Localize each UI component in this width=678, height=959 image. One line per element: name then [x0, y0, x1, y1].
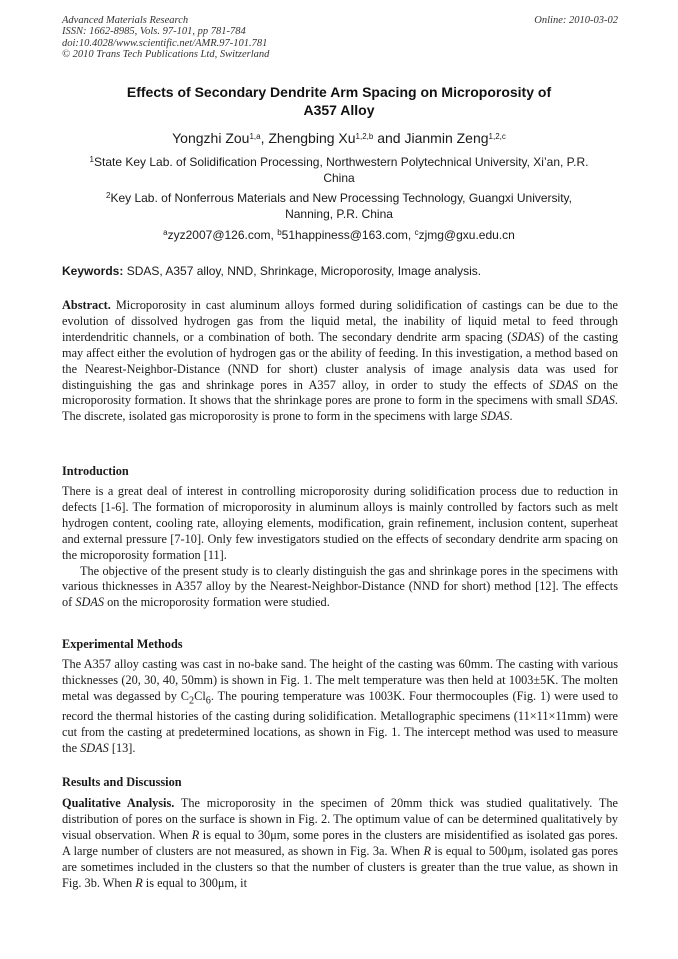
variable-r: R — [135, 875, 143, 890]
paragraph-text: is equal to 30μm, some pores in the clusters are misidentified as isolated gas pores. A large number of clusters are not measured, as shown in Fig. 3a. When — [62, 827, 618, 858]
email-link[interactable]: zjmg@gxu.edu.cn — [418, 228, 515, 242]
section-heading-introduction: Introduction — [62, 464, 129, 478]
abstract-text: . — [509, 409, 513, 424]
subsection-lead: Qualitative Analysis. — [62, 796, 175, 810]
affiliation-text: State Key Lab. of Solidification Processing, Northwestern Polytechnical University, Xi’an, P.R. — [93, 155, 589, 169]
author-affiliation-mark: 1,2,b — [355, 132, 374, 141]
paragraph-text: Cl — [194, 688, 206, 703]
email-list: $^a$zyz2007@126.com, $^b$51happiness@163.com, $^c$zjmg@gxu.edu.cn — [163, 228, 515, 242]
paragraph-text: The microporosity in the specimen of 20mm thick was studied qualitatively. The distribution of pores on the surface is shown in Fig. 2. The optimum value of can be determined qualitatively by visual observation. When — [62, 796, 619, 842]
author-list — [60, 129, 618, 147]
variable-r: R — [423, 843, 431, 858]
paragraph-text: [13]. — [108, 740, 136, 755]
abstract-text: . The discrete, isolated gas microporosity is prone to form in the specimens with large — [62, 393, 618, 424]
keywords-text: SDAS, A357 alloy, NND, Shrinkage, Microporosity, Image analysis. — [123, 264, 482, 278]
author-separator: , — [260, 130, 269, 146]
introduction-body — [62, 484, 618, 611]
paper-title — [60, 83, 618, 119]
paragraph-term: SDAS — [75, 595, 105, 610]
keywords — [62, 263, 618, 279]
keywords-label: Keywords: — [62, 264, 124, 278]
email-link[interactable]: 51happiness@163.com — [281, 228, 408, 242]
abstract — [62, 298, 618, 425]
author-name: Zhengbing Xu — [268, 130, 356, 146]
experimental-body — [62, 657, 618, 757]
paragraph-text: The objective of the present study is to clearly distinguish the gas and shrinkage pores in the specimens with various thicknesses in A357 alloy by the Nearest-Neighbor-Distance (NND for short) method [12]. The effects of — [62, 563, 618, 610]
affiliation-mark: 2 — [105, 191, 111, 200]
journal-copyright: © 2010 Trans Tech Publications Ltd, Switzerland — [62, 48, 270, 60]
abstract-term: SDAS — [586, 393, 615, 408]
abstract-text: Microporosity in cast aluminum alloys formed during solidification of castings can be due to the evolution of dissolved hydrogen gas from the liquid metal, the inability of liquid metal to feed through interdendritic channels, or a combination of both. The secondary dendrite arm spacing ( — [62, 298, 618, 344]
journal-name: Advanced Materials Research — [62, 15, 189, 26]
affiliation-mark: 1 — [89, 155, 94, 164]
email-mark: b — [277, 228, 282, 237]
affiliation-2 — [68, 190, 610, 222]
author-name: Yongzhi Zou — [172, 130, 250, 146]
paragraph: There is a great deal of interest in controlling microporosity during solidification process due to reduction in defects [1-6]. The formation of microporosity in aluminum alloys is mainly controlled by factors such as melt hydrogen content, cooling rate, alloying elements, modification, grain refinement, inclusion content, superheat and external pressure [7-10]. Only few investigators studied on the effects of secondary dendrite arm spacing on the microporosity formation [11]. — [62, 484, 618, 562]
paragraph-text: . The pouring temperature was 1003K. Four thermocouples (Fig. 1) were used to record the thermal histories of the casting during solidification. Metallographic specimens (11×11×11mm) were cut from the casting at predetermined locations, as shown in Fig. 1. The intercept method was used to measure the — [62, 688, 618, 755]
results-body — [62, 796, 618, 891]
journal-header — [62, 15, 618, 60]
paragraph-text: The A357 alloy casting was cast in no-bake sand. The height of the casting was 60mm. The casting with various thicknesses (20, 30, 40, 50mm) is shown in Fig. 1. The melt temperature was then held at 1003±5K. The molten metal was degassed by C — [62, 657, 618, 703]
section-heading-results: Results and Discussion — [62, 775, 182, 789]
abstract-text: on the microporosity formation. It shows that the shrinkage pores are prone to form in the specimens with small — [62, 377, 618, 408]
variable-r: R — [191, 827, 200, 842]
subscript: 6 — [205, 695, 211, 707]
affiliation-text: Nanning, P.R. China — [285, 207, 393, 221]
subscript: 2 — [189, 695, 195, 707]
paragraph-text: on the microporosity formation were studied. — [104, 595, 330, 610]
paragraph-text: is equal to 300μm, it — [142, 875, 248, 890]
abstract-term: SDAS — [511, 329, 541, 344]
abstract-term: SDAS — [549, 377, 578, 392]
abstract-term: SDAS — [480, 409, 510, 424]
online-date: Online: 2010-03-02 — [534, 15, 618, 26]
email-link[interactable]: zyz2007@126.com — [167, 228, 271, 242]
journal-issn: ISSN: 1662-8985, Vols. 97-101, pp 781-784 — [62, 26, 246, 38]
section-heading-experimental: Experimental Methods — [62, 637, 183, 651]
affiliation-text: Key Lab. of Nonferrous Materials and New Processing Technology, Guangxi University, — [110, 191, 572, 205]
affiliation-1 — [68, 154, 610, 186]
title-line-1: Effects of Secondary Dendrite Arm Spacing on Microporosity of — [126, 84, 552, 100]
author-affiliation-mark: 1,2,c — [488, 132, 506, 141]
abstract-text: ) of the casting may affect either the evolution of hydrogen gas or the ability of feeding. In this investigation, a method based on the Nearest-Neighbor-Distance (NND for short) cluster analysis of image analysis data was used for distinguishing the gas and shrinkage pores in A357 alloy, in order to study the effects of — [62, 329, 618, 392]
paragraph — [62, 564, 618, 612]
author-separator: and — [373, 130, 405, 146]
journal-doi: doi:10.4028/www.scientific.net/AMR.97-101.781 — [62, 37, 268, 49]
author-affiliation-mark: 1,a — [249, 132, 261, 141]
paragraph-term: SDAS — [80, 740, 109, 755]
email-mark: c — [414, 228, 419, 237]
title-line-2: A357 Alloy — [303, 102, 375, 118]
author-name: Jianmin Zeng — [404, 130, 489, 146]
paragraph-text: is equal to 500μm, isolated gas pores are sometimes included in the clusters so that the number of clusters is greater than the true value, as shown in Fig. 3b. When — [62, 843, 618, 890]
abstract-label: Abstract. — [62, 298, 111, 312]
email-mark: a — [163, 228, 168, 237]
affiliation-text: China — [323, 171, 355, 185]
